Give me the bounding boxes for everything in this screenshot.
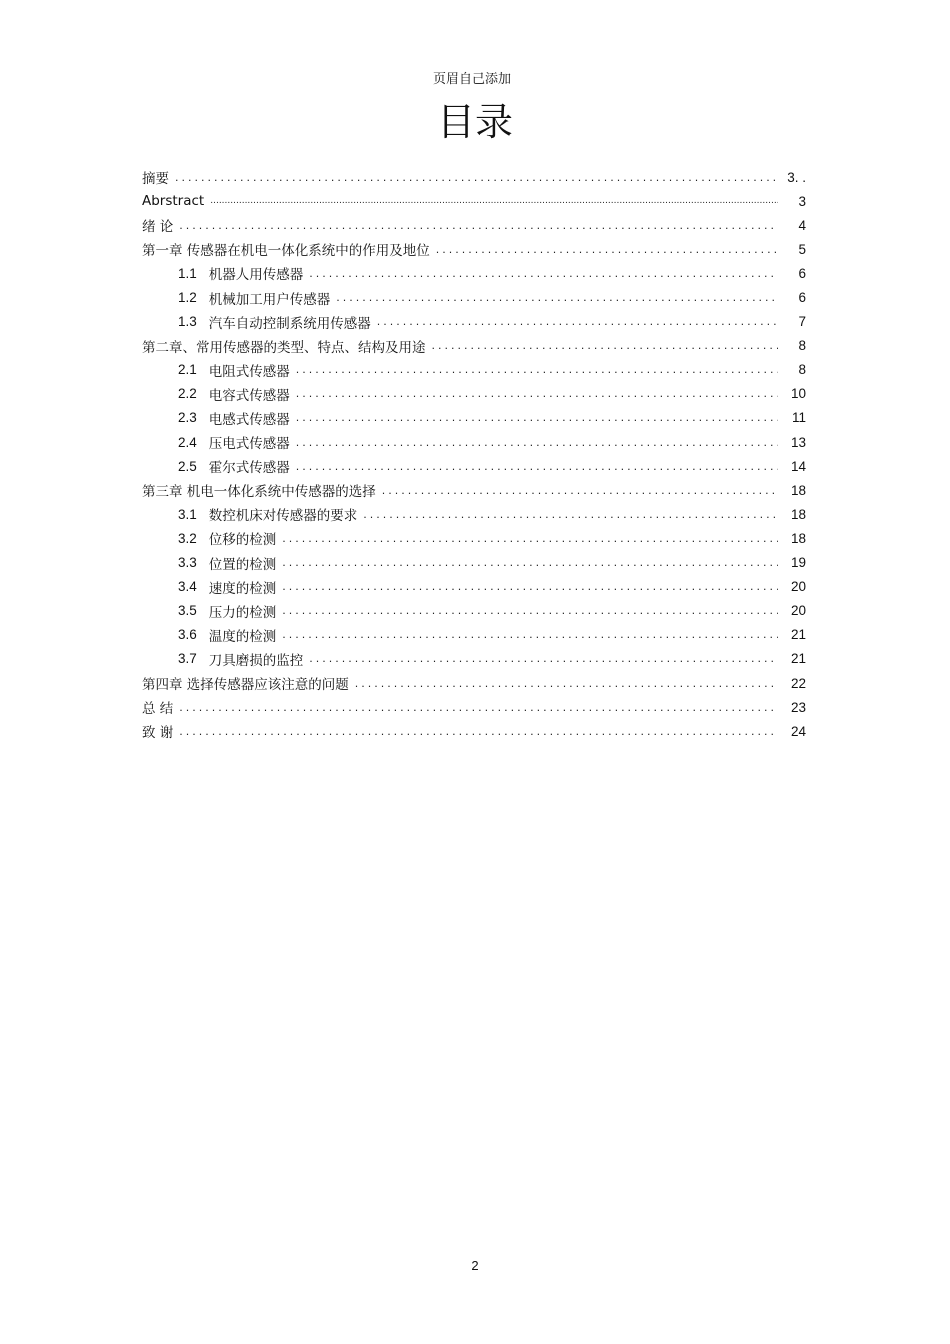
toc-leader-dots <box>282 556 778 569</box>
page-header: 页眉自己添加 <box>433 72 512 87</box>
toc-leader-dots <box>355 677 778 690</box>
toc-entry[interactable] <box>142 285 806 309</box>
toc-leader-dots <box>436 243 778 256</box>
toc-entry[interactable] <box>142 502 806 526</box>
toc-entry[interactable] <box>142 382 806 406</box>
toc-entry-number: 3.7 <box>178 651 197 667</box>
toc-entry[interactable] <box>142 647 806 671</box>
toc-entry-number: 2.1 <box>178 362 197 378</box>
toc-entry-number: 2.2 <box>178 386 197 402</box>
toc-entry-label: 压力的检测 <box>208 604 277 621</box>
toc-entry-label: 机器人用传感器 <box>208 267 304 284</box>
toc-entry-number: 3.4 <box>178 579 197 595</box>
toc-entry-page: 6 <box>798 265 806 281</box>
toc-entry-page: 14 <box>790 458 806 474</box>
toc-entry-page: 23 <box>790 699 806 715</box>
toc-entry[interactable] <box>142 551 806 575</box>
toc-entry-label: Abrstract <box>142 193 205 210</box>
toc-entry-label: 第一章 传感器在机电一体化系统中的作用及地位 <box>142 243 430 260</box>
toc-entry-label: 温度的检测 <box>208 628 277 645</box>
toc-leader-dots <box>296 460 778 473</box>
toc-entry-page: 8 <box>798 362 806 378</box>
toc-leader-dots <box>336 291 778 304</box>
toc-entry-label: 电容式传感器 <box>208 387 290 404</box>
toc-entry-page: 22 <box>790 675 806 691</box>
toc-entry-page: 7 <box>798 314 806 330</box>
toc-leader-dots <box>296 387 778 400</box>
toc-leader-dots <box>210 196 778 206</box>
toc-entry[interactable] <box>142 526 806 550</box>
toc-entry[interactable] <box>142 430 806 454</box>
toc-leader-dots <box>363 508 778 521</box>
toc-entry-number: 3.2 <box>178 530 197 546</box>
toc-entry-page: 10 <box>790 386 806 402</box>
toc-leader-dots <box>432 339 779 352</box>
toc-leader-dots <box>282 580 778 593</box>
toc-entry-label: 位置的检测 <box>208 556 277 573</box>
toc-leader-dots <box>179 219 778 232</box>
toc-leader-dots <box>282 604 778 617</box>
toc-leader-dots <box>309 267 778 280</box>
toc-entry-number: 2.5 <box>178 458 197 474</box>
toc-entry[interactable] <box>142 623 806 647</box>
toc-entry-label: 摘要 <box>142 171 169 188</box>
toc-entry[interactable] <box>142 213 806 237</box>
toc-entry-label: 致 谢 <box>142 725 174 742</box>
toc-entry-page: 5 <box>798 241 806 257</box>
toc-entry-number: 2.3 <box>178 410 197 426</box>
toc-entry[interactable] <box>142 237 806 261</box>
toc-entry-number: 3.3 <box>178 555 197 571</box>
toc-title: 目录 <box>436 100 513 144</box>
toc-entry-number: 1.2 <box>178 290 197 306</box>
toc-entry-page: 20 <box>790 603 806 619</box>
toc-entry-label: 第四章 选择传感器应该注意的问题 <box>142 677 349 694</box>
toc-entry[interactable] <box>142 189 806 213</box>
toc-entry-page: 3. . <box>787 169 806 185</box>
toc-entry-page: 21 <box>790 651 806 667</box>
toc-entry-number: 2.4 <box>178 434 197 450</box>
toc-entry[interactable] <box>142 478 806 502</box>
page-number: 2 <box>471 1258 479 1273</box>
toc-entry[interactable] <box>142 334 806 358</box>
toc-entry-label: 刀具磨损的监控 <box>208 652 304 669</box>
toc-leader-dots <box>179 701 778 714</box>
toc-entry-label: 第三章 机电一体化系统中传感器的选择 <box>142 484 376 501</box>
toc-entry-page: 24 <box>790 723 806 739</box>
toc-entry-label: 速度的检测 <box>208 580 277 597</box>
toc-entry-page: 11 <box>791 410 806 426</box>
toc-leader-dots <box>175 171 778 184</box>
toc-leader-dots <box>179 725 778 738</box>
toc-entry-label: 绪 论 <box>142 219 174 236</box>
toc-entry[interactable] <box>142 575 806 599</box>
toc-entry-page: 4 <box>798 217 806 233</box>
toc-leader-dots <box>309 652 778 665</box>
toc-entry-label: 压电式传感器 <box>208 436 290 453</box>
toc-entry-label: 第二章、常用传感器的类型、特点、结构及用途 <box>142 339 426 356</box>
toc-entry-page: 3 <box>798 193 806 209</box>
toc-entry-label: 电感式传感器 <box>208 411 290 428</box>
toc-entry-label: 电阻式传感器 <box>208 363 290 380</box>
toc-entry-page: 13 <box>790 434 806 450</box>
toc-entry-number: 1.1 <box>178 265 197 281</box>
toc-entry-page: 6 <box>798 290 806 306</box>
toc-entry-number: 3.1 <box>178 506 197 522</box>
toc-entry[interactable] <box>142 719 806 743</box>
toc-entry-number: 1.3 <box>178 314 197 330</box>
toc-entry-page: 18 <box>790 482 806 498</box>
toc-entry-label: 总 结 <box>142 701 174 718</box>
toc-leader-dots <box>282 532 778 545</box>
toc-leader-dots <box>296 363 778 376</box>
toc-entry-label: 位移的检测 <box>208 532 277 549</box>
toc-entry[interactable] <box>142 454 806 478</box>
toc-entry[interactable] <box>142 671 806 695</box>
toc-entry-page: 18 <box>790 506 806 522</box>
table-of-contents <box>142 165 806 743</box>
toc-entry-label: 机械加工用户传感器 <box>208 291 331 308</box>
toc-entry-page: 20 <box>790 579 806 595</box>
toc-entry-page: 21 <box>790 627 806 643</box>
toc-leader-dots <box>382 484 778 497</box>
toc-entry-number: 3.6 <box>178 627 197 643</box>
toc-entry[interactable] <box>142 261 806 285</box>
toc-entry[interactable] <box>142 599 806 623</box>
toc-entry[interactable] <box>142 358 806 382</box>
toc-leader-dots <box>377 315 778 328</box>
toc-entry[interactable] <box>142 406 806 430</box>
toc-entry[interactable] <box>142 695 806 719</box>
toc-entry[interactable] <box>142 310 806 334</box>
toc-entry-number: 3.5 <box>178 603 197 619</box>
toc-leader-dots <box>296 436 778 449</box>
toc-entry-page: 8 <box>798 338 806 354</box>
toc-leader-dots <box>282 628 778 641</box>
toc-entry-page: 19 <box>790 555 806 571</box>
toc-entry-label: 数控机床对传感器的要求 <box>208 508 358 525</box>
toc-entry-label: 汽车自动控制系统用传感器 <box>208 315 371 332</box>
toc-entry-label: 霍尔式传感器 <box>208 460 290 477</box>
toc-entry[interactable] <box>142 165 806 189</box>
toc-entry-page: 18 <box>790 530 806 546</box>
toc-leader-dots <box>296 411 778 424</box>
